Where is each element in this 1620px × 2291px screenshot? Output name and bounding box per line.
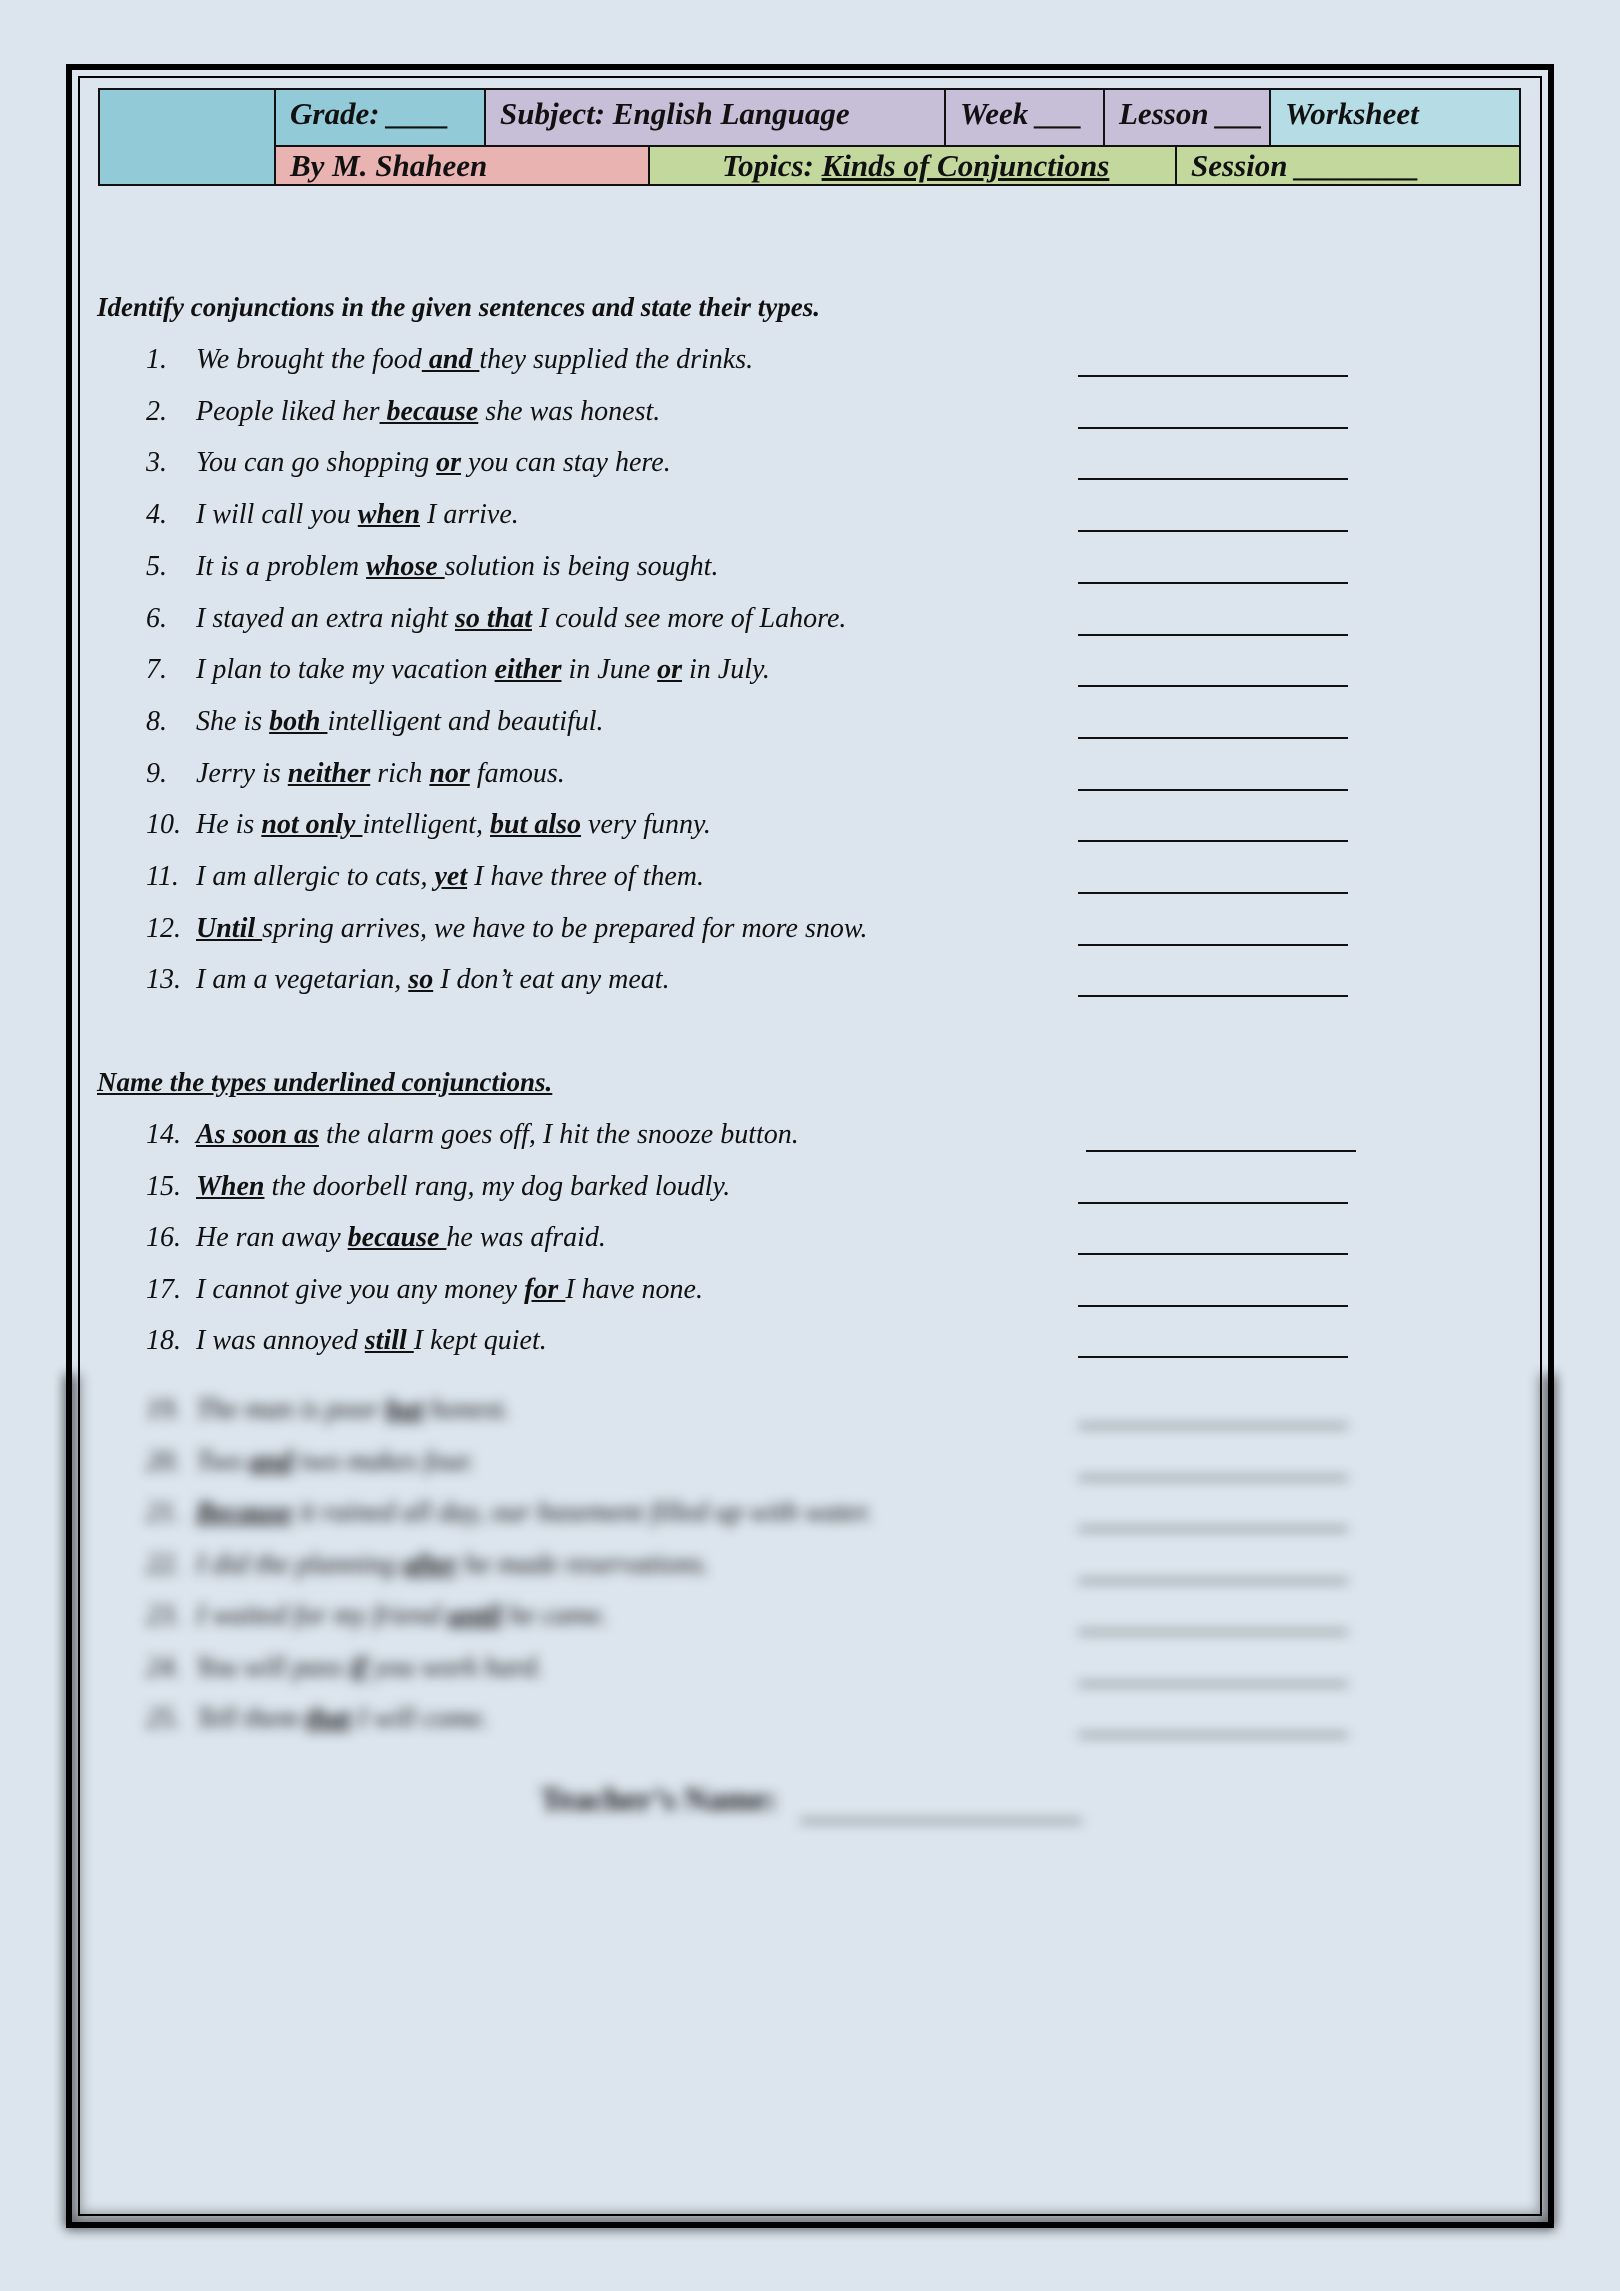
answer-blank[interactable]	[1078, 1528, 1348, 1530]
conjunction-word: Because	[196, 1497, 293, 1528]
lesson-cell: Lesson ___	[1105, 90, 1271, 147]
sentence-fragment: he was afraid.	[446, 1222, 606, 1253]
question-text	[196, 702, 604, 742]
grade-cell: Grade: ____	[276, 90, 486, 147]
week-cell: Week ___	[946, 90, 1105, 147]
conjunction-word: but also	[490, 809, 582, 841]
answer-blank[interactable]	[1078, 1580, 1348, 1582]
question-text	[196, 650, 770, 690]
answer-blank[interactable]	[1086, 1150, 1356, 1152]
question-text	[196, 1596, 608, 1636]
answer-blank[interactable]	[1078, 1356, 1348, 1358]
conjunction-word: or	[657, 654, 683, 686]
sentence-fragment: famous.	[469, 757, 565, 789]
sentence-fragment: I am allergic to cats,	[196, 861, 435, 892]
sentence-fragment: she was honest.	[478, 395, 661, 427]
sentence-fragment: I arrive.	[420, 499, 519, 531]
topics-value: Kinds of Conjunctions	[821, 148, 1110, 183]
question-text	[196, 805, 711, 845]
answer-blank[interactable]	[1078, 1202, 1348, 1204]
sentence-fragment: I don’t eat any meat.	[433, 964, 670, 996]
question-number: 17.	[146, 1273, 181, 1305]
sentence-fragment: in July.	[682, 654, 770, 686]
answer-blank[interactable]	[1078, 789, 1348, 791]
conjunction-word: after	[402, 1548, 458, 1580]
question-number: 16.	[146, 1222, 181, 1253]
conjunction-word: and	[421, 344, 480, 375]
sentence-fragment: in June	[561, 654, 658, 686]
question-number: 20.	[146, 1445, 181, 1477]
answer-blank[interactable]	[1078, 582, 1348, 584]
sentence-fragment: honest.	[423, 1394, 511, 1425]
conjunction-word: Until	[196, 912, 263, 944]
question-number: 6.	[146, 602, 167, 634]
answer-blank[interactable]	[1078, 892, 1348, 894]
question-number: 12.	[146, 912, 181, 944]
question-text	[196, 754, 565, 794]
sentence-fragment: I am a vegetarian,	[196, 964, 409, 996]
answer-blank[interactable]	[1078, 530, 1348, 532]
question-text	[196, 1442, 475, 1482]
answer-blank[interactable]	[1078, 1305, 1348, 1307]
conjunction-word: not only	[261, 809, 363, 841]
question-text	[196, 1648, 543, 1688]
sentence-fragment: It is a problem	[196, 550, 367, 582]
sentence-fragment: I did the planning	[196, 1548, 403, 1580]
question-text	[196, 1493, 873, 1533]
answer-blank[interactable]	[1078, 1477, 1348, 1479]
answer-blank[interactable]	[1078, 375, 1348, 377]
conjunction-word: both	[269, 705, 328, 737]
question-number: 11.	[146, 861, 179, 892]
answer-blank[interactable]	[1078, 478, 1348, 480]
question-text	[196, 909, 867, 949]
sentence-fragment: Two	[196, 1445, 250, 1477]
question-number: 8.	[146, 705, 167, 737]
question-number: 7.	[146, 654, 167, 686]
section2-instruction: Name the types underlined conjunctions.	[97, 1067, 553, 1097]
sentence-fragment: She is	[196, 705, 270, 737]
question-text	[196, 495, 519, 535]
worksheet-cell: Worksheet	[1271, 90, 1519, 147]
sentence-fragment: intelligent,	[362, 809, 490, 841]
question-number: 5.	[146, 550, 167, 582]
sentence-fragment: He ran away	[196, 1222, 348, 1253]
sentence-fragment: rich	[370, 757, 430, 789]
question-number: 25.	[146, 1703, 181, 1734]
conjunction-word: because	[347, 1222, 447, 1253]
answer-blank[interactable]	[1078, 1734, 1348, 1736]
sentence-fragment: Jerry is	[196, 757, 288, 789]
conjunction-word: because	[379, 395, 479, 427]
conjunction-word: When	[196, 1170, 265, 1202]
answer-blank[interactable]	[1078, 737, 1348, 739]
sentence-fragment: People liked her	[196, 395, 380, 427]
conjunction-word: but	[385, 1394, 424, 1425]
sentence-fragment: they supplied the drinks.	[479, 344, 754, 375]
question-number: 1.	[146, 344, 167, 375]
conjunction-word: when	[357, 499, 421, 531]
sentence-fragment: The man is poor	[196, 1394, 386, 1425]
question-number: 15.	[146, 1170, 181, 1202]
question-text	[196, 1699, 489, 1739]
question-text	[196, 857, 704, 897]
section1-instruction: Identify conjunctions in the given sentences and state their types.	[97, 292, 821, 322]
question-text	[196, 599, 846, 639]
sentence-fragment: You can go shopping	[196, 447, 437, 479]
conjunction-word: or	[436, 447, 462, 479]
sentence-fragment: I have three of them.	[467, 861, 705, 892]
blurred-preview-area	[58, 1374, 1562, 2234]
sentence-fragment: spring arrives, we have to be prepared for more snow.	[262, 912, 868, 944]
topics-label: Topics:	[722, 148, 822, 183]
sentence-fragment: the doorbell rang, my dog barked loudly.	[264, 1170, 731, 1202]
teacher-name-line	[800, 1820, 1082, 1822]
question-number: 4.	[146, 499, 167, 531]
teacher-name-label: Teacher’s Name:	[540, 1782, 778, 1818]
question-number: 19.	[146, 1394, 181, 1425]
question-number: 9.	[146, 757, 167, 789]
sentence-fragment: solution is being sought.	[444, 550, 719, 582]
conjunction-word: so	[408, 964, 434, 996]
question-text	[196, 1218, 606, 1258]
question-text	[196, 443, 671, 483]
question-text	[196, 1115, 799, 1155]
sentence-fragment: I cannot give you any money	[196, 1273, 525, 1305]
sentence-fragment: I kept quiet.	[413, 1325, 547, 1356]
answer-blank[interactable]	[1078, 1631, 1348, 1633]
conjunction-word: yet	[434, 861, 468, 892]
sentence-fragment: I could see more of Lahore.	[531, 602, 847, 634]
question-number: 3.	[146, 447, 167, 479]
question-number: 24.	[146, 1651, 181, 1683]
worksheet-header	[98, 88, 1521, 186]
answer-blank[interactable]	[1078, 995, 1348, 997]
sentence-fragment: I will call you	[196, 499, 358, 531]
conjunction-word: and	[249, 1445, 293, 1477]
conjunction-word: whose	[366, 550, 445, 582]
question-text	[196, 1167, 730, 1207]
question-text	[196, 547, 718, 587]
sentence-fragment: I will come.	[350, 1703, 489, 1734]
question-number: 13.	[146, 964, 181, 996]
session-cell: Session ________	[1177, 147, 1519, 184]
sentence-fragment: the alarm goes off, I hit the snooze button.	[318, 1119, 799, 1150]
conjunction-word: for	[524, 1273, 566, 1305]
question-number: 21.	[146, 1497, 181, 1528]
sentence-fragment: you work hard.	[366, 1651, 544, 1683]
question-number: 10.	[146, 809, 181, 841]
answer-blank[interactable]	[1078, 1425, 1348, 1427]
answer-blank[interactable]	[1078, 685, 1348, 687]
sentence-fragment: Tell them	[196, 1703, 306, 1734]
conjunction-word: so that	[454, 602, 532, 634]
conjunction-word: either	[494, 654, 562, 686]
question-text	[196, 1545, 710, 1585]
sentence-fragment: I have none.	[565, 1273, 703, 1305]
sentence-fragment: He is	[196, 809, 262, 841]
logo-cell	[100, 90, 276, 184]
question-number: 14.	[146, 1119, 181, 1150]
sentence-fragment: I plan to take my vacation	[196, 654, 495, 686]
subject-cell: Subject: English Language	[486, 90, 946, 147]
answer-blank[interactable]	[1078, 1683, 1348, 1685]
sentence-fragment: two makes four.	[292, 1445, 475, 1477]
answer-blank[interactable]	[1078, 427, 1348, 429]
conjunction-word: nor	[429, 757, 470, 789]
answer-blank[interactable]	[1078, 1253, 1348, 1255]
sentence-fragment: intelligent and beautiful.	[327, 705, 604, 737]
answer-blank[interactable]	[1078, 840, 1348, 842]
sentence-fragment: You will pass	[196, 1651, 350, 1683]
sentence-fragment: you can stay here.	[461, 447, 671, 479]
sentence-fragment: I stayed an extra night	[196, 602, 455, 634]
sentence-fragment: he came.	[501, 1600, 609, 1631]
sentence-fragment: he made reservations.	[457, 1548, 710, 1580]
question-number: 23.	[146, 1600, 181, 1631]
conjunction-word: that	[305, 1703, 351, 1734]
conjunction-word: until	[447, 1600, 502, 1631]
conjunction-word: As soon as	[196, 1119, 319, 1150]
sentence-fragment: I waited for my friend	[196, 1600, 448, 1631]
question-text	[196, 340, 753, 380]
topics-cell	[650, 147, 1177, 184]
answer-blank[interactable]	[1078, 944, 1348, 946]
question-text	[196, 960, 670, 1000]
question-number: 18.	[146, 1325, 181, 1356]
sentence-fragment: it rained all day, our basement filled up with water.	[292, 1497, 873, 1528]
question-text	[196, 1270, 703, 1310]
conjunction-word: neither	[287, 757, 371, 789]
sentence-fragment: very funny.	[581, 809, 711, 841]
question-text	[196, 1390, 510, 1430]
question-number: 22.	[146, 1548, 181, 1580]
answer-blank[interactable]	[1078, 634, 1348, 636]
author-cell: By M. Shaheen	[276, 147, 650, 184]
conjunction-word: if	[349, 1651, 367, 1683]
question-text	[196, 392, 660, 432]
sentence-fragment: I was annoyed	[196, 1325, 365, 1356]
conjunction-word: still	[364, 1325, 414, 1356]
question-text	[196, 1321, 547, 1361]
question-number: 2.	[146, 395, 167, 427]
sentence-fragment: We brought the food	[196, 344, 422, 375]
